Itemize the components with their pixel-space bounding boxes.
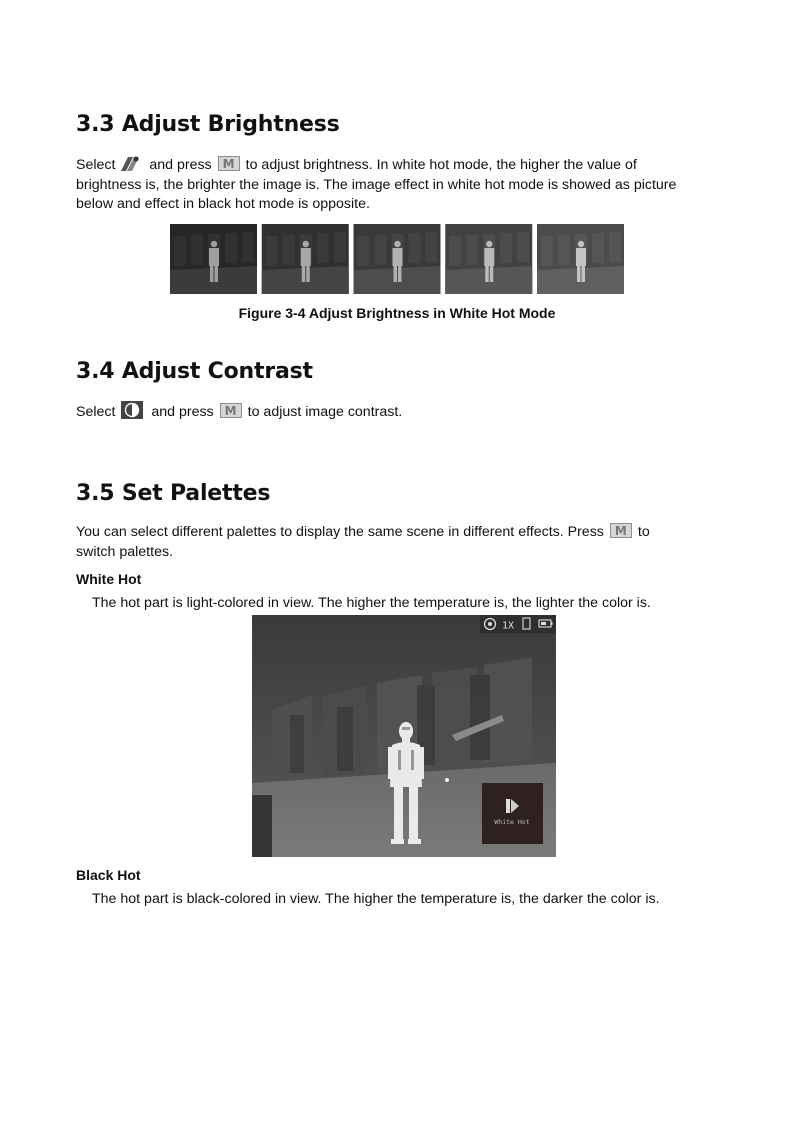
text-palettes-line1: You can select different palettes to display the same scene in different effects. Press [76,524,604,540]
section-title-palettes: 3.5 Set Palettes [76,481,271,506]
palette-label: White Hot [494,818,530,826]
white-hot-thermal-image [252,615,556,857]
brightness-thumbnail [354,224,441,294]
figure-caption: Figure 3-4 Adjust Brightness in White Hot Mode [238,305,556,321]
brightness-thumbnails [170,224,624,294]
contrast-paragraph [76,401,716,423]
m-key-icon: M [218,156,240,171]
brightness-thumbnail [537,224,624,294]
palettes-paragraph [76,523,716,562]
text-brightness-line1: to adjust brightness. In white hot mode, the higher the value of [245,157,637,173]
brightness-thumbnail [170,224,257,294]
text-brightness-line3: below and effect in black hot mode is opposite. [76,196,370,212]
text-and-press: and press [149,157,212,173]
white-hot-heading: White Hot [76,571,142,587]
text-palettes-line2: switch palettes. [76,543,173,560]
text-select: Select [76,404,116,420]
m-key-icon: M [610,523,632,538]
contrast-icon [121,401,143,419]
section-title-contrast: 3.4 Adjust Contrast [76,359,313,384]
text-contrast-line: to adjust image contrast. [247,404,403,420]
text-select: Select [76,157,116,173]
m-key-icon: M [220,403,242,418]
brightness-icon [119,155,141,172]
palette-overlay [482,783,543,844]
brightness-paragraph [76,155,716,215]
text-and-press: and press [151,404,214,420]
brightness-thumbnail [262,224,349,294]
black-hot-heading: Black Hot [76,867,141,883]
thermal-scene [252,615,556,857]
brightness-thumbnail [445,224,532,294]
white-hot-description: The hot part is light-colored in view. The higher the temperature is, the lighter the color is. [92,595,651,611]
section-title-brightness: 3.3 Adjust Brightness [76,112,340,137]
text-to: to [637,524,650,540]
text-brightness-line2: brightness is, the brighter the image is. The image effect in white hot mode is showed as picture [76,176,677,193]
zoom-indicator: 1X [502,620,515,632]
black-hot-description: The hot part is black-colored in view. The higher the temperature is, the darker the color is. [92,891,660,907]
brightness-figure [170,224,624,294]
